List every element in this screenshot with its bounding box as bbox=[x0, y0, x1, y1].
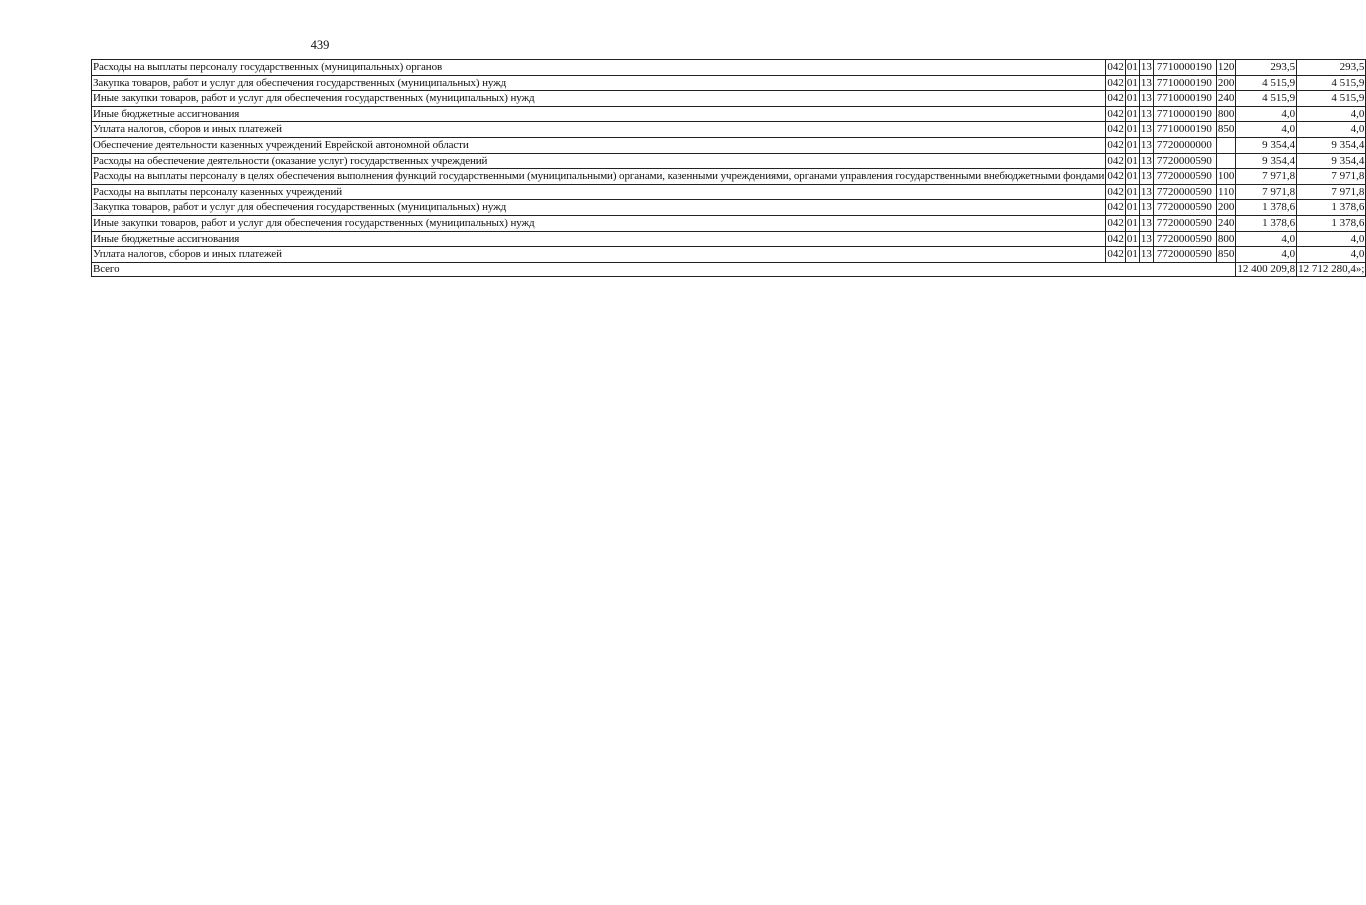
ministry-code-cell: 042 bbox=[1106, 122, 1126, 138]
target-article-part: 00000 bbox=[1184, 138, 1212, 151]
subsection-code-cell: 13 bbox=[1139, 200, 1153, 216]
ministry-code-cell: 042 bbox=[1106, 60, 1126, 76]
section-code-cell: 01 bbox=[1125, 122, 1139, 138]
amount-second-cell: 4,0 bbox=[1297, 122, 1366, 138]
total-amount-first-cell: 12 400 209,8 bbox=[1237, 262, 1296, 275]
target-article-part: 1 bbox=[1167, 92, 1174, 105]
expense-type-cell bbox=[1216, 153, 1236, 169]
target-article-part: 2 bbox=[1167, 232, 1174, 245]
section-code-cell: 01 bbox=[1125, 231, 1139, 247]
subsection-code-cell: 13 bbox=[1139, 169, 1153, 185]
target-article-parts bbox=[1155, 169, 1215, 184]
section-code-cell: 01 bbox=[1125, 75, 1139, 91]
table-row bbox=[92, 247, 1366, 263]
target-article-part: 00 bbox=[1173, 185, 1185, 198]
page-number: 439 bbox=[310, 38, 330, 52]
expense-type-cell: 240 bbox=[1216, 91, 1236, 107]
target-article-part: 00590 bbox=[1184, 185, 1212, 198]
row-name-cell: Расходы на выплаты персоналу в целях обеспечения выполнения функций государственными (муниципальными) органами, казенными учреждениями, органами управления государственными внебюджетными фондами bbox=[92, 169, 1106, 185]
target-article-part: 00190 bbox=[1184, 92, 1212, 105]
target-article-part: 00190 bbox=[1184, 123, 1212, 136]
total-label-cell: Всего bbox=[92, 262, 1236, 276]
target-article-part: 77 bbox=[1156, 138, 1168, 151]
expense-type-cell: 800 bbox=[1216, 106, 1236, 122]
target-article-cell bbox=[1153, 106, 1216, 122]
target-article-cell bbox=[1153, 122, 1216, 138]
subsection-code-cell: 13 bbox=[1139, 122, 1153, 138]
table-row bbox=[92, 60, 1366, 76]
ministry-code-cell: 042 bbox=[1106, 153, 1126, 169]
ministry-code-cell: 042 bbox=[1106, 169, 1126, 185]
target-article-part: 77 bbox=[1156, 216, 1168, 229]
section-code-cell: 01 bbox=[1125, 184, 1139, 200]
target-article-part: 00190 bbox=[1184, 107, 1212, 120]
section-code-cell: 01 bbox=[1125, 91, 1139, 107]
target-article-part: 77 bbox=[1156, 248, 1168, 261]
target-article-part: 00590 bbox=[1184, 154, 1212, 167]
target-article-part: 00190 bbox=[1184, 61, 1212, 73]
target-article-cell bbox=[1153, 169, 1216, 185]
target-article-part: 77 bbox=[1156, 185, 1168, 198]
target-article-part: 00 bbox=[1173, 61, 1185, 73]
amount-second-cell: 4 515,9 bbox=[1297, 91, 1366, 107]
subsection-code-cell: 13 bbox=[1139, 60, 1153, 76]
target-article-parts bbox=[1155, 60, 1215, 75]
total-row bbox=[92, 262, 1366, 276]
table-row bbox=[92, 200, 1366, 216]
amount-first-cell: 9 354,4 bbox=[1236, 137, 1297, 153]
target-article-parts bbox=[1155, 200, 1215, 215]
target-article-parts bbox=[1155, 185, 1215, 200]
target-article-part: 00 bbox=[1173, 154, 1185, 167]
target-article-cell bbox=[1153, 184, 1216, 200]
row-name-cell: Иные бюджетные ассигнования bbox=[92, 231, 1106, 247]
expense-type-cell: 120 bbox=[1216, 60, 1236, 76]
amount-second-cell: 1 378,6 bbox=[1297, 200, 1366, 216]
row-name-cell: Расходы на обеспечение деятельности (оказание услуг) государственных учреждений bbox=[92, 153, 1106, 169]
subsection-code-cell: 13 bbox=[1139, 215, 1153, 231]
amount-first-cell: 4 515,9 bbox=[1236, 91, 1297, 107]
table-row bbox=[92, 122, 1366, 138]
amount-first-cell: 4,0 bbox=[1236, 231, 1297, 247]
target-article-part: 2 bbox=[1167, 248, 1174, 261]
amount-second-cell: 9 354,4 bbox=[1297, 137, 1366, 153]
ministry-code-cell: 042 bbox=[1106, 215, 1126, 231]
amount-second-cell: 7 971,8 bbox=[1297, 169, 1366, 185]
table-body bbox=[92, 60, 1366, 277]
target-article-part: 77 bbox=[1156, 107, 1168, 120]
ministry-code-cell: 042 bbox=[1106, 91, 1126, 107]
target-article-parts bbox=[1155, 154, 1215, 169]
target-article-cell bbox=[1153, 247, 1216, 263]
target-article-part: 77 bbox=[1156, 76, 1168, 89]
target-article-part: 00 bbox=[1173, 232, 1185, 245]
row-name-cell: Уплата налогов, сборов и иных платежей bbox=[92, 247, 1106, 263]
amount-first-cell: 293,5 bbox=[1236, 60, 1297, 76]
target-article-part: 00590 bbox=[1184, 170, 1212, 183]
target-article-cell bbox=[1153, 215, 1216, 231]
target-article-cell bbox=[1153, 137, 1216, 153]
target-article-part: 00 bbox=[1173, 170, 1185, 183]
expense-type-cell: 100 bbox=[1216, 169, 1236, 185]
expense-type-cell: 240 bbox=[1216, 215, 1236, 231]
amount-first-cell: 9 354,4 bbox=[1236, 153, 1297, 169]
amount-second-cell: 293,5 bbox=[1297, 60, 1366, 76]
ministry-code-cell: 042 bbox=[1106, 106, 1126, 122]
ministry-code-cell: 042 bbox=[1106, 184, 1126, 200]
subsection-code-cell: 13 bbox=[1139, 75, 1153, 91]
amount-first-cell: 7 971,8 bbox=[1236, 169, 1297, 185]
table-row bbox=[92, 137, 1366, 153]
subsection-code-cell: 13 bbox=[1139, 153, 1153, 169]
row-name-cell: Обеспечение деятельности казенных учреждений Еврейской автономной области bbox=[92, 137, 1106, 153]
amount-second-cell: 4,0 bbox=[1297, 247, 1366, 263]
target-article-part: 1 bbox=[1167, 107, 1174, 120]
row-name-cell: Расходы на выплаты персоналу государственных (муниципальных) органов bbox=[92, 60, 1106, 76]
table-row bbox=[92, 106, 1366, 122]
target-article-part: 1 bbox=[1167, 123, 1174, 136]
table-row bbox=[92, 91, 1366, 107]
amount-first-cell: 4,0 bbox=[1236, 247, 1297, 263]
target-article-parts bbox=[1155, 91, 1215, 106]
subsection-code-cell: 13 bbox=[1139, 91, 1153, 107]
amount-first-cell: 4,0 bbox=[1236, 122, 1297, 138]
ministry-code-cell: 042 bbox=[1106, 200, 1126, 216]
expense-type-cell: 110 bbox=[1216, 184, 1236, 200]
target-article-part: 00 bbox=[1173, 92, 1185, 105]
amount-second-cell: 9 354,4 bbox=[1297, 153, 1366, 169]
target-article-part: 77 bbox=[1156, 61, 1168, 73]
target-article-part: 2 bbox=[1167, 201, 1174, 214]
section-code-cell: 01 bbox=[1125, 200, 1139, 216]
table-row bbox=[92, 184, 1366, 200]
target-article-part: 00590 bbox=[1184, 248, 1212, 261]
target-article-parts bbox=[1155, 216, 1215, 231]
target-article-parts bbox=[1155, 247, 1215, 262]
target-article-part: 00 bbox=[1173, 123, 1185, 136]
subsection-code-cell: 13 bbox=[1139, 247, 1153, 263]
amount-first-cell: 7 971,8 bbox=[1236, 184, 1297, 200]
table-row bbox=[92, 215, 1366, 231]
row-name-cell: Закупка товаров, работ и услуг для обеспечения государственных (муниципальных) нужд bbox=[92, 75, 1106, 91]
target-article-parts bbox=[1155, 122, 1215, 137]
expense-type-cell bbox=[1216, 137, 1236, 153]
amount-second-cell: 1 378,6 bbox=[1297, 215, 1366, 231]
subsection-code-cell: 13 bbox=[1139, 137, 1153, 153]
amount-first-cell: 4,0 bbox=[1236, 106, 1297, 122]
row-name-cell: Иные закупки товаров, работ и услуг для обеспечения государственных (муниципальных) нужд bbox=[92, 91, 1106, 107]
section-code-cell: 01 bbox=[1125, 60, 1139, 76]
amount-first-cell: 1 378,6 bbox=[1236, 215, 1297, 231]
expense-type-cell: 850 bbox=[1216, 122, 1236, 138]
target-article-part: 00590 bbox=[1184, 216, 1212, 229]
amount-second-cell: 4,0 bbox=[1297, 106, 1366, 122]
target-article-cell bbox=[1153, 153, 1216, 169]
subsection-code-cell: 13 bbox=[1139, 184, 1153, 200]
section-code-cell: 01 bbox=[1125, 106, 1139, 122]
target-article-cell bbox=[1153, 200, 1216, 216]
target-article-part: 77 bbox=[1156, 92, 1168, 105]
table-row bbox=[92, 169, 1366, 185]
target-article-part: 00190 bbox=[1184, 76, 1212, 89]
target-article-cell bbox=[1153, 91, 1216, 107]
target-article-part: 77 bbox=[1156, 201, 1168, 214]
target-article-part: 00 bbox=[1173, 138, 1185, 151]
target-article-part: 00 bbox=[1173, 201, 1185, 214]
section-code-cell: 01 bbox=[1125, 169, 1139, 185]
row-name-cell: Расходы на выплаты персоналу казенных учреждений bbox=[92, 184, 1106, 200]
amount-first-cell: 4 515,9 bbox=[1236, 75, 1297, 91]
amount-second-cell: 4,0 bbox=[1297, 231, 1366, 247]
target-article-part: 2 bbox=[1167, 170, 1174, 183]
target-article-cell bbox=[1153, 75, 1216, 91]
ministry-code-cell: 042 bbox=[1106, 75, 1126, 91]
row-name-cell: Уплата налогов, сборов и иных платежей bbox=[92, 122, 1106, 138]
section-code-cell: 01 bbox=[1125, 247, 1139, 263]
table-row bbox=[92, 231, 1366, 247]
section-code-cell: 01 bbox=[1125, 137, 1139, 153]
target-article-cell bbox=[1153, 60, 1216, 76]
target-article-part: 1 bbox=[1167, 61, 1174, 73]
table-row bbox=[92, 75, 1366, 91]
ministry-code-cell: 042 bbox=[1106, 231, 1126, 247]
row-name-cell: Иные бюджетные ассигнования bbox=[92, 106, 1106, 122]
target-article-part: 77 bbox=[1156, 154, 1168, 167]
row-name-cell: Иные закупки товаров, работ и услуг для обеспечения государственных (муниципальных) нужд bbox=[92, 215, 1106, 231]
section-code-cell: 01 bbox=[1125, 215, 1139, 231]
target-article-part: 00590 bbox=[1184, 201, 1212, 214]
expense-type-cell: 200 bbox=[1216, 200, 1236, 216]
section-code-cell: 01 bbox=[1125, 153, 1139, 169]
table-row bbox=[92, 153, 1366, 169]
target-article-part: 2 bbox=[1167, 216, 1174, 229]
target-article-part: 1 bbox=[1167, 76, 1174, 89]
target-article-parts bbox=[1155, 107, 1215, 122]
target-article-part: 2 bbox=[1167, 185, 1174, 198]
target-article-part: 77 bbox=[1156, 232, 1168, 245]
target-article-part: 00 bbox=[1173, 248, 1185, 261]
target-article-part: 77 bbox=[1156, 123, 1168, 136]
expense-type-cell: 200 bbox=[1216, 75, 1236, 91]
amount-second-cell: 4 515,9 bbox=[1297, 75, 1366, 91]
total-amount-second-cell: 12 712 280,4»; bbox=[1298, 262, 1365, 275]
target-article-cell bbox=[1153, 231, 1216, 247]
target-article-part: 2 bbox=[1167, 154, 1174, 167]
expense-type-cell: 800 bbox=[1216, 231, 1236, 247]
target-article-part: 00 bbox=[1173, 76, 1185, 89]
row-name-cell: Закупка товаров, работ и услуг для обеспечения государственных (муниципальных) нужд bbox=[92, 200, 1106, 216]
target-article-part: 00 bbox=[1173, 216, 1185, 229]
target-article-part: 00590 bbox=[1184, 232, 1212, 245]
target-article-parts bbox=[1155, 76, 1215, 91]
amount-second-cell: 7 971,8 bbox=[1297, 184, 1366, 200]
budget-table bbox=[91, 59, 1366, 277]
target-article-part: 00 bbox=[1173, 107, 1185, 120]
target-article-parts bbox=[1155, 232, 1215, 247]
target-article-part: 2 bbox=[1167, 138, 1174, 151]
subsection-code-cell: 13 bbox=[1139, 106, 1153, 122]
target-article-parts bbox=[1155, 138, 1215, 153]
target-article-part: 77 bbox=[1156, 170, 1168, 183]
expense-type-cell: 850 bbox=[1216, 247, 1236, 263]
amount-first-cell: 1 378,6 bbox=[1236, 200, 1297, 216]
subsection-code-cell: 13 bbox=[1139, 231, 1153, 247]
ministry-code-cell: 042 bbox=[1106, 137, 1126, 153]
ministry-code-cell: 042 bbox=[1106, 247, 1126, 263]
